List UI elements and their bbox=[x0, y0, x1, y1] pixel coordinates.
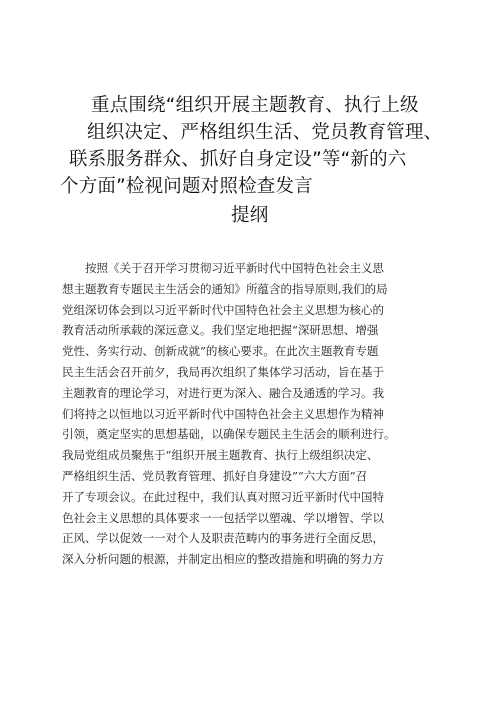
body-line: 我局党组成员聚焦于“组织开展主题教育、执行上级组织决定、 bbox=[62, 448, 379, 463]
title-line-5: 提纲 bbox=[231, 205, 269, 226]
body-line: 党组深切体会到以习近平新时代中国特色社会主义思想为核心的 bbox=[62, 302, 384, 317]
title-line-2: 组织决定、严格组织生活、党员教育管理、 bbox=[87, 122, 443, 143]
body-line: 主题教育的理论学习，对进行更为深入、融合及通透的学习。我 bbox=[62, 385, 384, 400]
body-line: 民主生活会召开前夕，我局再次组织了集体学习活动，旨在基于 bbox=[62, 364, 384, 379]
body-line: 想主题教育专题民主生活会的通知》所蕴含的指导原则,我们的局 bbox=[62, 281, 388, 296]
body-line: 引领，奠定坚实的思想基础，以确保专题民主生活会的顺利进行。 bbox=[62, 427, 396, 442]
document-title bbox=[60, 92, 450, 229]
body-line: 色社会主义思想的具体要求一一包括学以塑魂、学以增智、学以 bbox=[62, 510, 384, 525]
body-line: 正风、学以促效一一对个人及职责范畴内的事务进行全面反思， bbox=[62, 531, 384, 546]
title-line-1: 重点围绕“组织开展主题教育、执行上级 bbox=[91, 95, 419, 116]
body-line: 教育活动所承载的深远意义。我们坚定地把握“深研思想、增强 bbox=[62, 323, 379, 338]
title-line-3: 联系服务群众、抓好自身定设”等“新的六 bbox=[69, 149, 407, 170]
body-paragraph bbox=[62, 258, 442, 570]
body-line: 严格组织生活、党员教育管理、抓好自身建设”“六大方面”召 bbox=[62, 468, 368, 483]
body-line: 按照《关于召开学习贯彻习近平新时代中国特色社会主义思 bbox=[85, 261, 384, 275]
body-line: 开了专项会议。在此过程中，我们认真对照习近平新时代中国特 bbox=[62, 489, 384, 504]
body-line: 们将持之以恒地以习近平新时代中国特色社会主义思想作为精神 bbox=[62, 406, 384, 421]
body-line: 深入分析问题的根源，并制定出相应的整改措施和明确的努力方 bbox=[62, 552, 384, 567]
body-line: 党性、务实行动、创新成就”的核心要求。在此次主题教育专题 bbox=[62, 344, 379, 359]
title-line-4: 个方面”检视问题对照检查发言 bbox=[60, 176, 313, 197]
